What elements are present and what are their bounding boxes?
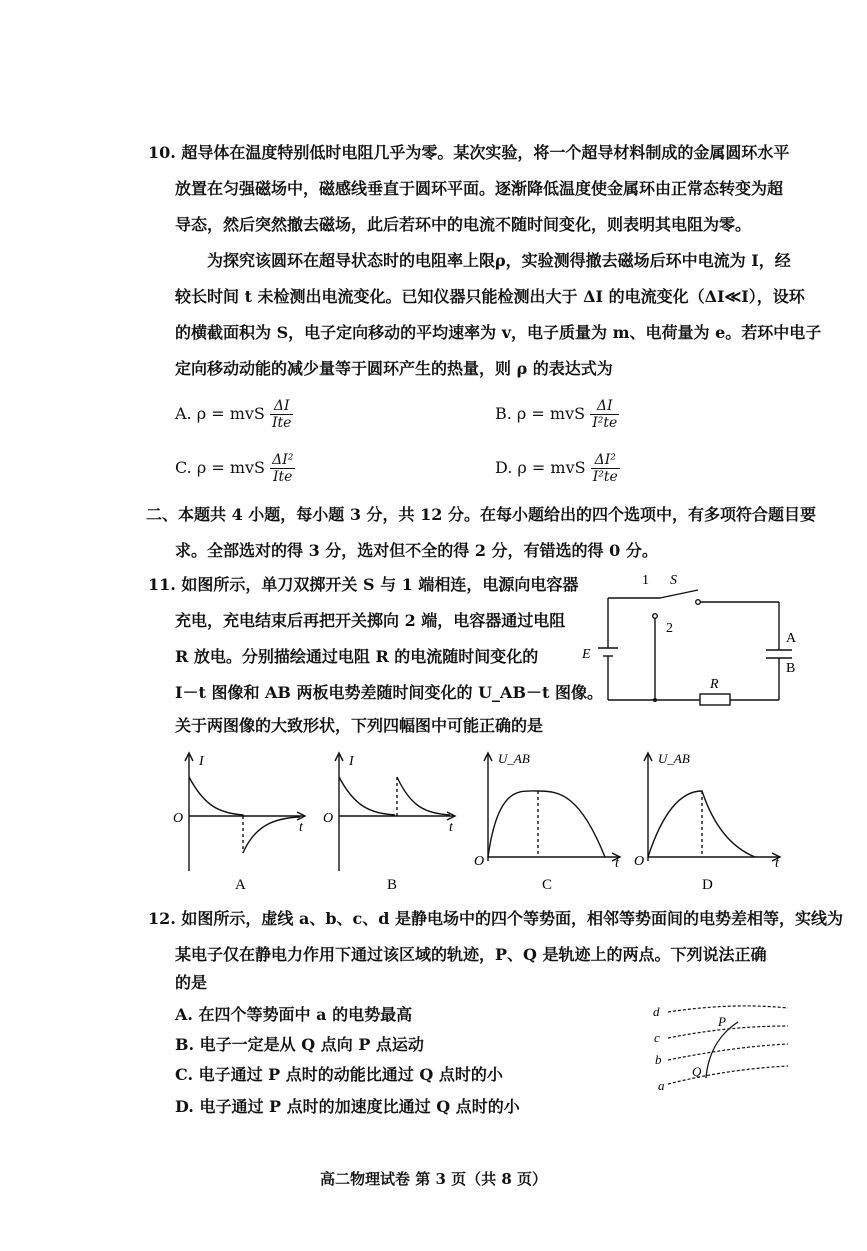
- graph-a-ylabel: I: [199, 754, 204, 769]
- q10-option-b-prefix: B. ρ = mvS: [495, 404, 586, 423]
- q10-line-3: 导态，然后突然撤去磁场，此后若环中的电流不随时间变化，则表明其电阻为零。: [175, 215, 752, 234]
- q12-equipotential-figure: [648, 1000, 798, 1095]
- q12-option-c: C. 电子通过 P 点时的动能比通过 Q 点时的小: [175, 1065, 503, 1084]
- graph-d-ylabel: U_AB: [658, 751, 690, 766]
- graph-d-origin: O: [634, 854, 645, 869]
- q12-line-3: 的是: [175, 973, 208, 992]
- q11-graph-a: [165, 745, 315, 895]
- q10-line-4: 为探究该圆环在超导状态时的电阻率上限ρ，实验测得撤去磁场后环中电流为 I，经: [207, 251, 791, 270]
- graph-d-caption: D: [702, 877, 713, 893]
- q12-option-b: B. 电子一定是从 Q 点向 P 点运动: [175, 1035, 424, 1054]
- graph-a-xlabel: t: [299, 820, 303, 835]
- q10-option-b-fraction: $\frac{\Delta I}{\text{I²te}}$: [592, 398, 618, 431]
- q10-option-a: [175, 398, 293, 431]
- section2-line-2: 求。全部选对的得 3 分，选对但不全的得 2 分，有错选的得 0 分。: [175, 541, 658, 560]
- plate-a-label: A: [786, 631, 797, 646]
- point-p-label: P: [718, 1014, 726, 1029]
- q10-option-c-fraction: $\frac{\text{ΔI²}}{\text{Ite}}$: [272, 452, 294, 485]
- q12-option-d: D. 电子通过 P 点时的加速度比通过 Q 点时的小: [175, 1097, 520, 1116]
- plate-b-label: B: [786, 661, 796, 676]
- q10-option-d: [495, 452, 620, 485]
- q10-line-2: 放置在匀强磁场中，磁感线垂直于圆环平面。逐渐降低温度使金属环由正常态转变为超: [175, 179, 784, 198]
- q11-circuit-diagram: [578, 570, 808, 710]
- q10-line-5: 较长时间 t 未检测出电流变化。已知仪器只能检测出大于 ΔI 的电流变化（ΔI≪I），设环: [175, 287, 805, 306]
- q11-line-3: R 放电。分别描绘通过电阻 R 的电流随时间变化的: [175, 647, 539, 666]
- q10-option-c: [175, 452, 295, 485]
- q10-option-a-fraction: $\frac{\Delta I}{\text{Ite}}$: [271, 398, 292, 431]
- graph-a-origin: O: [173, 811, 184, 826]
- equipotential-a-label: a: [658, 1078, 665, 1093]
- q11-graph-d: [630, 745, 790, 895]
- switch-pos-1-label: 1: [642, 573, 649, 588]
- graph-b-origin: O: [323, 811, 334, 826]
- resistor-label: R: [710, 677, 719, 692]
- q10-option-d-prefix: D. ρ = mvS: [495, 458, 586, 477]
- switch-label: S: [670, 573, 677, 588]
- graph-b-xlabel: t: [449, 820, 453, 835]
- q10-line-6: 的横截面积为 S，电子定向移动的平均速率为 v，电子质量为 m、电荷量为 e。若环中电子: [175, 323, 822, 342]
- equipotential-c-label: c: [654, 1030, 660, 1045]
- q10-option-c-prefix: C. ρ = mvS: [175, 458, 265, 477]
- q10-option-d-fraction: $\frac{\text{ΔI²}}{\text{I²te}}$: [592, 452, 618, 485]
- q11-line-2: 充电，充电结束后再把开关掷向 2 端，电容器通过电阻: [175, 611, 566, 630]
- q11-line-4: I－t 图像和 AB 两板电势差随时间变化的 U_AB－t 图像。: [175, 683, 603, 702]
- graph-c-xlabel: t: [615, 856, 619, 871]
- q10-option-b: [495, 398, 619, 431]
- q12-line-1: 12. 如图所示，虚线 a、b、c、d 是静电场中的四个等势面，相邻等势面间的电势差相等，实线为: [148, 909, 844, 928]
- page-footer: 高二物理试卷 第 3 页（共 8 页）: [320, 1170, 547, 1188]
- q10-line-7: 定向移动动能的减少量等于圆环产生的热量，则 ρ 的表达式为: [175, 359, 613, 378]
- graph-b-caption: B: [387, 877, 398, 893]
- equipotential-b-label: b: [655, 1052, 662, 1067]
- q10-option-a-prefix: A. ρ = mvS: [175, 404, 265, 423]
- graph-b-ylabel: I: [349, 754, 354, 769]
- graph-c-origin: O: [474, 854, 485, 869]
- q11-line-1: 11. 如图所示，单刀双掷开关 S 与 1 端相连，电源向电容器: [148, 575, 579, 594]
- section2-line-1: 二、本题共 4 小题，每小题 3 分，共 12 分。在每小题给出的四个选项中，有多项符合题目要: [146, 505, 816, 524]
- graph-a-caption: A: [235, 877, 246, 893]
- point-q-label: Q: [692, 1064, 702, 1079]
- graph-c-caption: C: [542, 877, 553, 893]
- graph-d-xlabel: t: [775, 856, 779, 871]
- q12-line-2: 某电子仅在静电力作用下通过该区域的轨迹，P、Q 是轨迹上的两点。下列说法正确: [175, 945, 767, 964]
- q11-graph-c: [470, 745, 630, 895]
- graph-c-ylabel: U_AB: [498, 751, 530, 766]
- switch-pos-2-label: 2: [666, 621, 673, 636]
- q11-graph-b: [315, 745, 465, 895]
- q10-line-1: 10. 超导体在温度特别低时电阻几乎为零。某次实验，将一个超导材料制成的金属圆环水平: [148, 143, 790, 162]
- equipotential-d-label: d: [653, 1004, 660, 1019]
- q11-line-5: 关于两图像的大致形状，下列四幅图中可能正确的是: [175, 716, 544, 735]
- source-label: E: [582, 647, 591, 662]
- q12-option-a: A. 在四个等势面中 a 的电势最高: [175, 1005, 413, 1024]
